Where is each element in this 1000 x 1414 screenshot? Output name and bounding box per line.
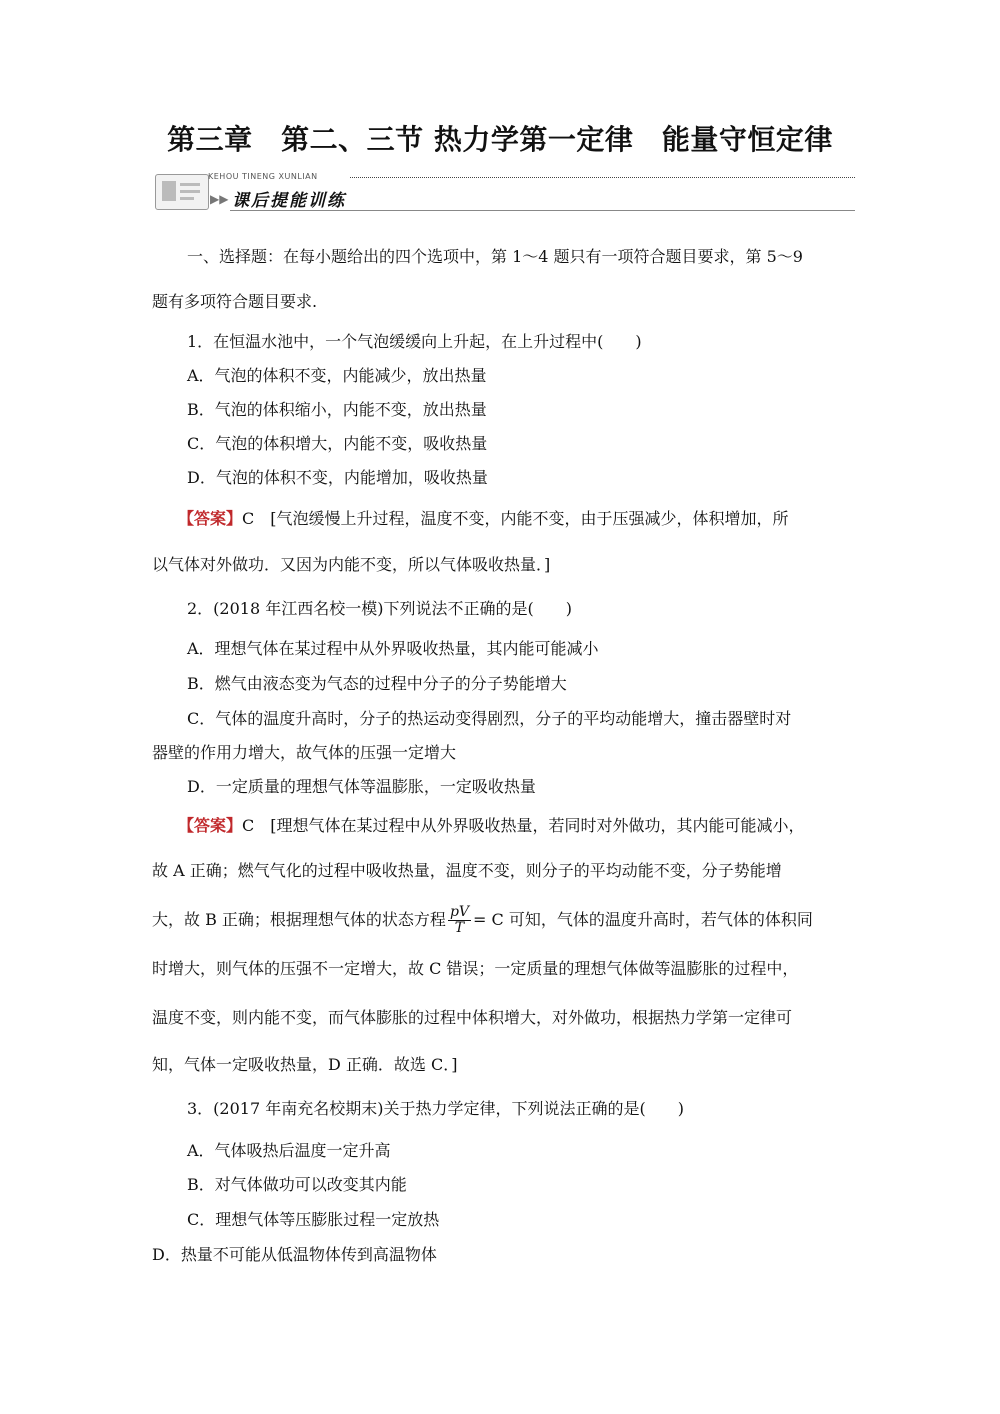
q2-answer-text3b: = C 可知，气体的温度升高时，若气体的体积同 [473, 910, 813, 929]
q1-answer-tag: 【答案】 [178, 509, 243, 528]
q3-option-a: A．气体吸热后温度一定升高 [187, 1141, 391, 1160]
q2-answer-line3 [152, 905, 813, 936]
q3-option-c: C．理想气体等压膨胀过程一定放热 [187, 1210, 440, 1229]
section-banner [150, 170, 855, 215]
q2-answer-line6: 知，气体一定吸收热量，D 正确．故选 C．] [152, 1055, 458, 1074]
banner-rule [230, 210, 855, 211]
banner-label: 课后提能训练 [232, 191, 346, 211]
q3-option-b: B．对气体做功可以改变其内能 [187, 1175, 407, 1194]
q3-option-d: D．热量不可能从低温物体传到高温物体 [152, 1245, 437, 1264]
q2-answer-line1 [178, 815, 805, 837]
q1-option-c: C．气泡的体积增大，内能不变，吸收热量 [187, 434, 488, 453]
q2-option-c: C．气体的温度升高时，分子的热运动变得剧烈，分子的平均动能增大，撞击器壁时对 [187, 709, 792, 728]
q1-answer-line1 [178, 508, 789, 530]
q3-stem: 3．(2017 年南充名校期末)关于热力学定律，下列说法正确的是( ) [187, 1099, 684, 1118]
q1-option-a: A．气泡的体积不变，内能减少，放出热量 [187, 366, 487, 385]
banner-pinyin: KEHOU TINENG XUNLIAN [208, 172, 318, 181]
q2-option-d: D．一定质量的理想气体等温膨胀，一定吸收热量 [187, 777, 536, 796]
page-title: 第三章 第二、三节 热力学第一定律 能量守恒定律 [167, 123, 833, 156]
q1-option-b: B．气泡的体积缩小，内能不变，放出热量 [187, 400, 487, 419]
book-logo-icon [155, 174, 209, 210]
q1-answer-line2: 以气体对外做功．又因为内能不变，所以气体吸收热量．] [152, 555, 551, 574]
banner-dotted-rule [350, 177, 855, 178]
q2-option-b: B．燃气由液态变为气态的过程中分子的分子势能增大 [187, 674, 567, 693]
q2-answer-line2: 故 A 正确；燃气气化的过程中吸收热量，温度不变，则分子的平均动能不变，分子势能增 [152, 861, 782, 880]
q2-answer-line5: 温度不变，则内能不变，而气体膨胀的过程中体积增大，对外做功，根据热力学第一定律可 [152, 1008, 793, 1027]
q2-stem: 2．(2018 年江西名校一模)下列说法不正确的是( ) [187, 599, 572, 618]
q2-answer-text3a: 大，故 B 正确；根据理想气体的状态方程 [152, 910, 446, 929]
q2-option-c-cont: 器壁的作用力增大，故气体的压强一定增大 [152, 743, 457, 762]
q1-option-d: D．气泡的体积不变，内能增加，吸收热量 [187, 468, 488, 487]
q1-stem: 1．在恒温水池中，一个气泡缓缓向上升起，在上升过程中( ) [187, 332, 642, 351]
q2-answer-text1: C [理想气体在某过程中从外界吸收热量，若同时对外做功，其内能可能减小， [242, 816, 805, 835]
fraction-denominator: T [454, 920, 465, 936]
q2-answer-tag: 【答案】 [178, 816, 243, 835]
q1-answer-text1: C [气泡缓慢上升过程，温度不变，内能不变，由于压强减少，体积增加，所 [242, 509, 789, 528]
q2-answer-line4: 时增大，则气体的压强不一定增大，故 C 错误；一定质量的理想气体做等温膨胀的过程中， [152, 959, 799, 978]
arrow-right-icon: ▶▶ [210, 192, 229, 206]
section-intro-line2: 题有多项符合题目要求. [152, 292, 318, 311]
fraction-numerator: pV [449, 904, 470, 920]
section-intro-line1: 一、选择题：在每小题给出的四个选项中，第 1～4 题只有一项符合题目要求，第 5～9 [187, 247, 803, 266]
q2-option-a: A．理想气体在某过程中从外界吸收热量，其内能可能减小 [187, 639, 599, 658]
state-equation-fraction [448, 905, 471, 936]
